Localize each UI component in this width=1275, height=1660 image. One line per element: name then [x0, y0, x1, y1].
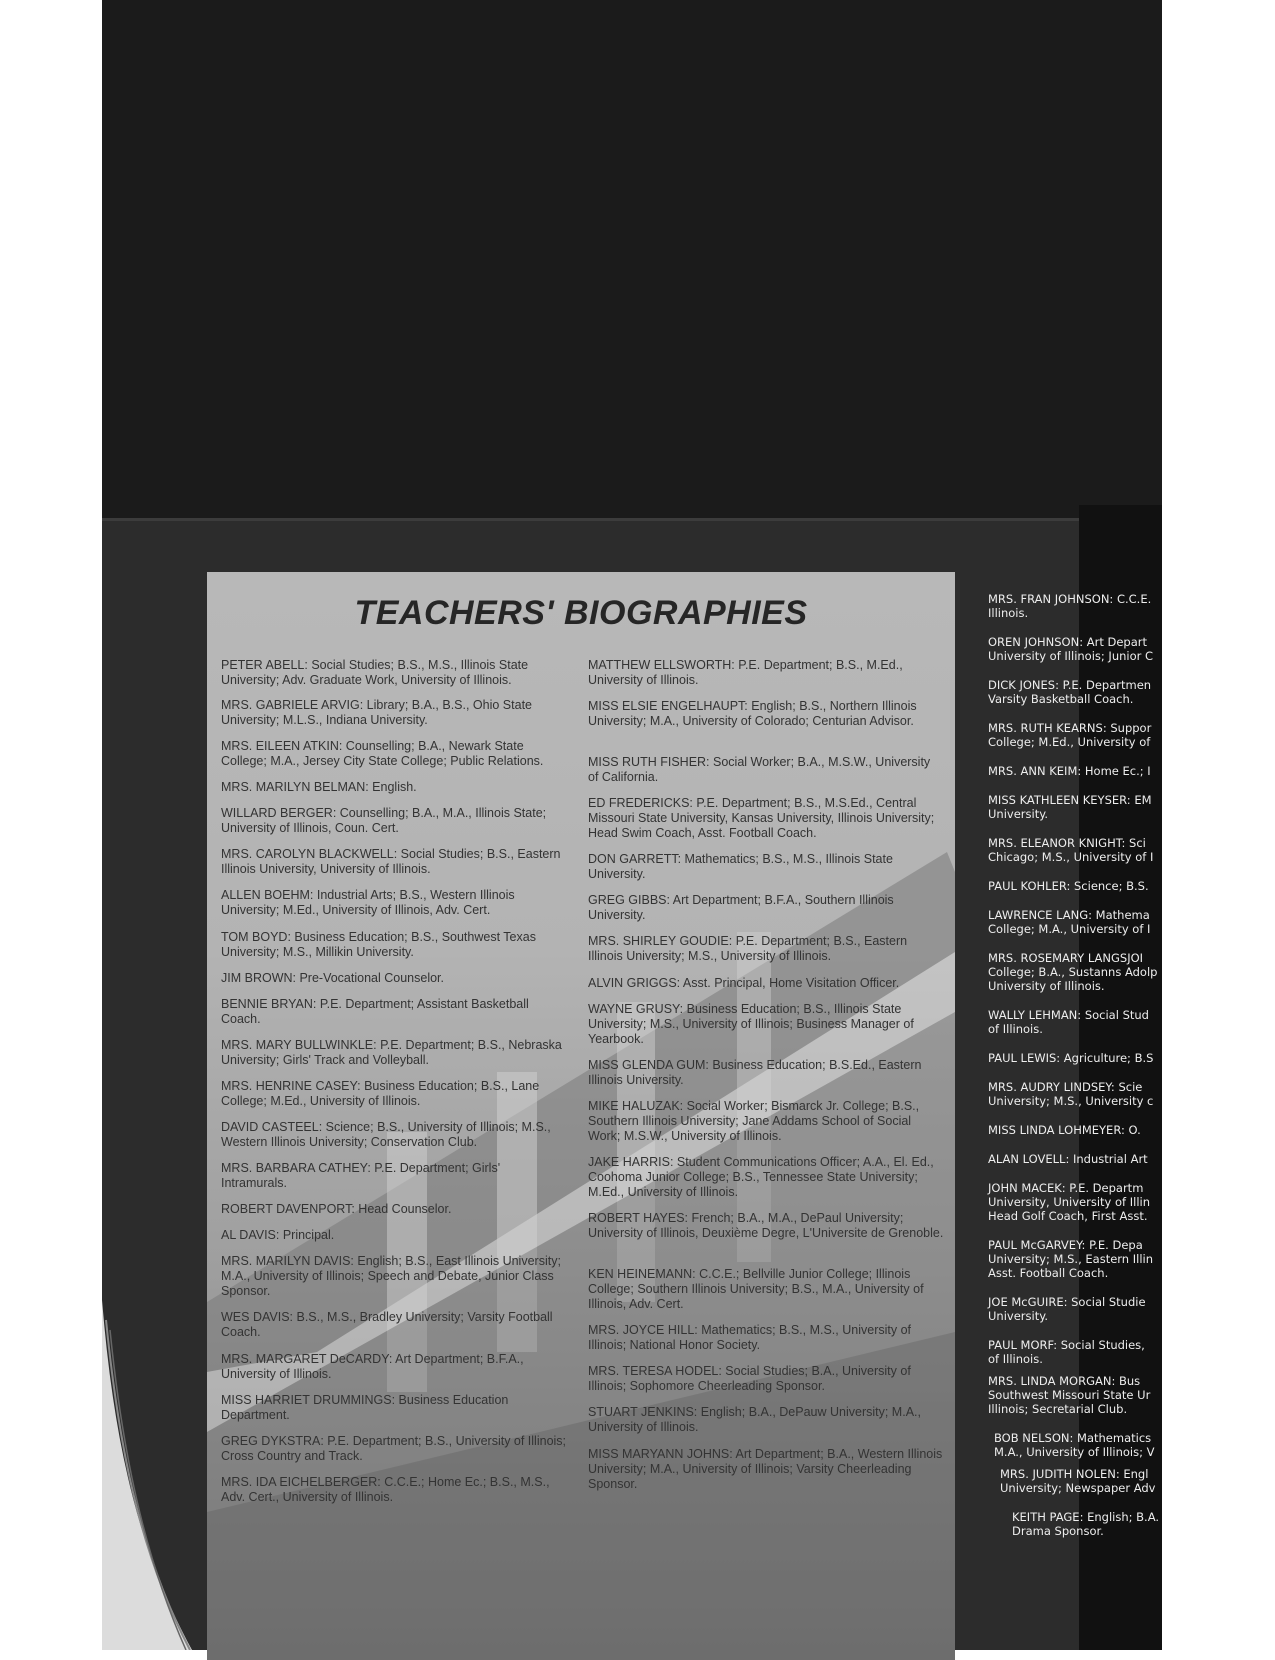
biography-entry: MISS RUTH FISHER: Social Worker; B.A., M.S.W., University of California.	[588, 755, 931, 784]
biography-entry: MRS. MARY BULLWINKLE: P.E. Department; B.S., Nebraska University; Girls' Track and Volleyball.	[221, 1038, 562, 1067]
biography-entry: TOM BOYD: Business Education; B.S., Southwest Texas University; M.S., Millikin University.	[221, 930, 536, 959]
strip-line: Asst. Football Coach.	[988, 1266, 1109, 1280]
biography-entry: MISS HARRIET DRUMMINGS: Business Education Department.	[221, 1393, 509, 1422]
biography-entry: ROBERT HAYES: French; B.A., M.A., DePaul University; University of Illinois, Deuxième Degre, L'Universite de Grenoble.	[588, 1211, 944, 1240]
strip-line: M.A., University of Illinois; V	[994, 1445, 1155, 1459]
strip-line: ALAN LOVELL: Industrial Art	[988, 1152, 1148, 1166]
strip-line: MRS. ELEANOR KNIGHT: Sci	[988, 836, 1146, 850]
strip-line: University of Illinois; Junior C	[988, 649, 1154, 663]
strip-line: Head Golf Coach, First Asst.	[988, 1209, 1148, 1223]
strip-line: OREN JOHNSON: Art Depart	[988, 635, 1148, 649]
strip-line: MRS. JUDITH NOLEN: Engl	[1000, 1467, 1149, 1481]
strip-line: MISS LINDA LOHMEYER: O.	[988, 1123, 1141, 1137]
strip-line: Illinois.	[988, 606, 1029, 620]
biography-entry: AL DAVIS: Principal.	[221, 1228, 335, 1242]
strip-line: PAUL LEWIS: Agriculture; B.S	[988, 1051, 1154, 1065]
strip-line: Southwest Missouri State Ur	[988, 1388, 1151, 1402]
biography-entry: MRS. HENRINE CASEY: Business Education; B.S., Lane College; M.Ed., University of Illinois.	[221, 1079, 540, 1108]
biography-entry: MRS. TERESA HODEL: Social Studies; B.A., University of Illinois; Sophomore Cheerleading Sponsor.	[588, 1364, 911, 1393]
biography-entry: MRS. EILEEN ATKIN: Counselling; B.A., Newark State College; M.A., Jersey City State College; Public Relations.	[221, 739, 544, 768]
strip-line: University; M.S., University c	[988, 1094, 1154, 1108]
strip-line: Varsity Basketball Coach.	[988, 692, 1134, 706]
strip-line: KEITH PAGE: English; B.A.	[1012, 1510, 1160, 1524]
strip-line: University; M.S., Eastern Illin	[988, 1252, 1154, 1266]
biography-entry: GREG DYKSTRA: P.E. Department; B.S., University of Illinois; Cross Country and Track.	[221, 1434, 567, 1463]
strip-line: University.	[988, 807, 1049, 821]
biography-entry: MISS MARYANN JOHNS: Art Department; B.A., Western Illinois University; M.A., University of Illinois; Varsity Cheerleading Sponsor.	[588, 1447, 943, 1491]
biography-entry: ROBERT DAVENPORT: Head Counselor.	[221, 1202, 452, 1216]
biography-entry: GREG GIBBS: Art Department; B.F.A., Southern Illinois University.	[588, 893, 894, 922]
page-curl-edge	[102, 1300, 192, 1650]
biography-entry: JIM BROWN: Pre-Vocational Counselor.	[221, 971, 444, 985]
biography-entry: MRS. MARGARET DeCARDY: Art Department; B.F.A., University of Illinois.	[221, 1352, 524, 1381]
biography-entry: ALLEN BOEHM: Industrial Arts; B.S., Western Illinois University; M.Ed., University of Illinois, Adv. Cert.	[221, 888, 515, 917]
biography-entry: DAVID CASTEEL: Science; B.S., University of Illinois; M.S., Western Illinois University; Conservation Club.	[221, 1120, 551, 1149]
biography-entry: MRS. MARILYN BELMAN: English.	[221, 780, 417, 794]
strip-line: College; M.Ed., University of	[988, 735, 1151, 749]
strip-line: of Illinois.	[988, 1352, 1043, 1366]
biography-entry: MRS. BARBARA CATHEY: P.E. Department; Girls' Intramurals.	[221, 1161, 501, 1190]
strip-line: BOB NELSON: Mathematics	[994, 1431, 1152, 1445]
biography-entry: WAYNE GRUSY: Business Education; B.S., Illinois State University; M.S., University of Illinois; Business Manager of Yearbook.	[588, 1002, 914, 1046]
biography-entry: WILLARD BERGER: Counselling; B.A., M.A., Illinois State; University of Illinois, Coun. Cert.	[221, 806, 547, 835]
strip-line: JOHN MACEK: P.E. Departm	[988, 1181, 1144, 1195]
strip-line: LAWRENCE LANG: Mathema	[988, 908, 1150, 922]
page-title: TEACHERS' BIOGRAPHIES	[354, 594, 808, 632]
biography-entry: MRS. SHIRLEY GOUDIE: P.E. Department; B.S., Eastern Illinois University; M.S., University of Illinois.	[588, 934, 908, 963]
strip-line: College; B.A., Sustanns Adolp	[988, 965, 1158, 979]
biography-entry: MRS. IDA EICHELBERGER: C.C.E.; Home Ec.; B.S., M.S., Adv. Cert., University of Illinois.	[221, 1475, 550, 1504]
strip-line: University; Newspaper Adv	[1000, 1481, 1156, 1495]
strip-line: University, University of Illin	[988, 1195, 1150, 1209]
strip-line: University.	[988, 1309, 1049, 1323]
biography-entry: ED FREDERICKS: P.E. Department; B.S., M.S.Ed., Central Missouri State University, Kansas University, Illinois University; Head Swim Coach, Asst. Football Coach.	[588, 796, 935, 840]
strip-line: Chicago; M.S., University of I	[988, 850, 1154, 864]
biography-entry: JAKE HARRIS: Student Communications Officer; A.A., El. Ed., Coohoma Junior College; B.S., Tennessee State University; M.Ed., University of Illinois.	[588, 1155, 934, 1199]
biography-entry: MRS. CAROLYN BLACKWELL: Social Studies; B.S., Eastern Illinois University, University of Illinois.	[221, 847, 561, 876]
strip-line: MRS. AUDRY LINDSEY: Scie	[988, 1080, 1143, 1094]
biography-entry: MRS. JOYCE HILL: Mathematics; B.S., M.S., University of Illinois; National Honor Society.	[588, 1323, 911, 1352]
biography-entry: WES DAVIS: B.S., M.S., Bradley University; Varsity Football Coach.	[221, 1310, 553, 1339]
biography-entry: MISS ELSIE ENGELHAUPT: English; B.S., Northern Illinois University; M.A., University of Colorado; Centurian Advisor.	[588, 699, 917, 728]
strip-line: PAUL McGARVEY: P.E. Depa	[988, 1238, 1143, 1252]
strip-line: University of Illinois.	[988, 979, 1105, 993]
strip-line: MRS. FRAN JOHNSON: C.C.E.	[988, 592, 1152, 606]
biography-entry: MIKE HALUZAK: Social Worker; Bismarck Jr. College; B.S., Southern Illinois University; Jane Addams School of Social Work; M.S.W., University of Illinois.	[588, 1099, 920, 1143]
dark-upper-page	[102, 0, 1162, 518]
biography-entry: MISS GLENDA GUM: Business Education; B.S.Ed., Eastern Illinois University.	[588, 1058, 922, 1087]
biography-entry: MATTHEW ELLSWORTH: P.E. Department; B.S., M.Ed., University of Illinois.	[588, 658, 903, 687]
strip-line: Drama Sponsor.	[1012, 1524, 1104, 1538]
strip-line: MRS. ANN KEIM: Home Ec.; I	[988, 764, 1151, 778]
biography-entry: STUART JENKINS: English; B.A., DePauw University; M.A., University of Illinois.	[588, 1405, 921, 1434]
strip-line: Illinois; Secretarial Club.	[988, 1402, 1128, 1416]
strip-line: WALLY LEHMAN: Social Stud	[988, 1008, 1149, 1022]
strip-line: MRS. ROSEMARY LANGSJOI	[988, 951, 1144, 965]
strip-line: MISS KATHLEEN KEYSER: EM	[988, 793, 1152, 807]
strip-line: DICK JONES: P.E. Departmen	[988, 678, 1152, 692]
strip-line: of Illinois.	[988, 1022, 1043, 1036]
strip-line: MRS. RUTH KEARNS: Suppor	[988, 721, 1152, 735]
strip-line: PAUL MORF: Social Studies,	[988, 1338, 1145, 1352]
strip-line: College; M.A., University of I	[988, 922, 1151, 936]
biography-entry: BENNIE BRYAN: P.E. Department; Assistant Basketball Coach.	[221, 997, 529, 1026]
page-edge-divider	[102, 518, 1162, 521]
biography-entry: DON GARRETT: Mathematics; B.S., M.S., Illinois State University.	[588, 852, 893, 881]
biography-entry: MRS. GABRIELE ARVIG: Library; B.A., B.S., Ohio State University; M.L.S., Indiana University.	[221, 698, 532, 727]
biography-entry: MRS. MARILYN DAVIS: English; B.S., East Illinois University; M.A., University of Illinois; Speech and Debate, Junior Class Sponsor.	[221, 1254, 561, 1298]
biography-entry: PETER ABELL: Social Studies; B.S., M.S., Illinois State University; Adv. Graduate Work, University of Illinois.	[221, 658, 529, 687]
teachers-biographies-page	[207, 572, 955, 1660]
strip-line: PAUL KOHLER: Science; B.S.	[988, 879, 1149, 893]
strip-line: MRS. LINDA MORGAN: Bus	[988, 1374, 1141, 1388]
biography-entry: KEN HEINEMANN: C.C.E.; Bellville Junior College; Illinois College; Southern Illinois University; B.S., M.A., University of Illinois, Adv. Cert.	[588, 1267, 924, 1311]
strip-line: JOE McGUIRE: Social Studie	[988, 1295, 1146, 1309]
biography-entry: ALVIN GRIGGS: Asst. Principal, Home Visitation Officer.	[588, 976, 900, 990]
